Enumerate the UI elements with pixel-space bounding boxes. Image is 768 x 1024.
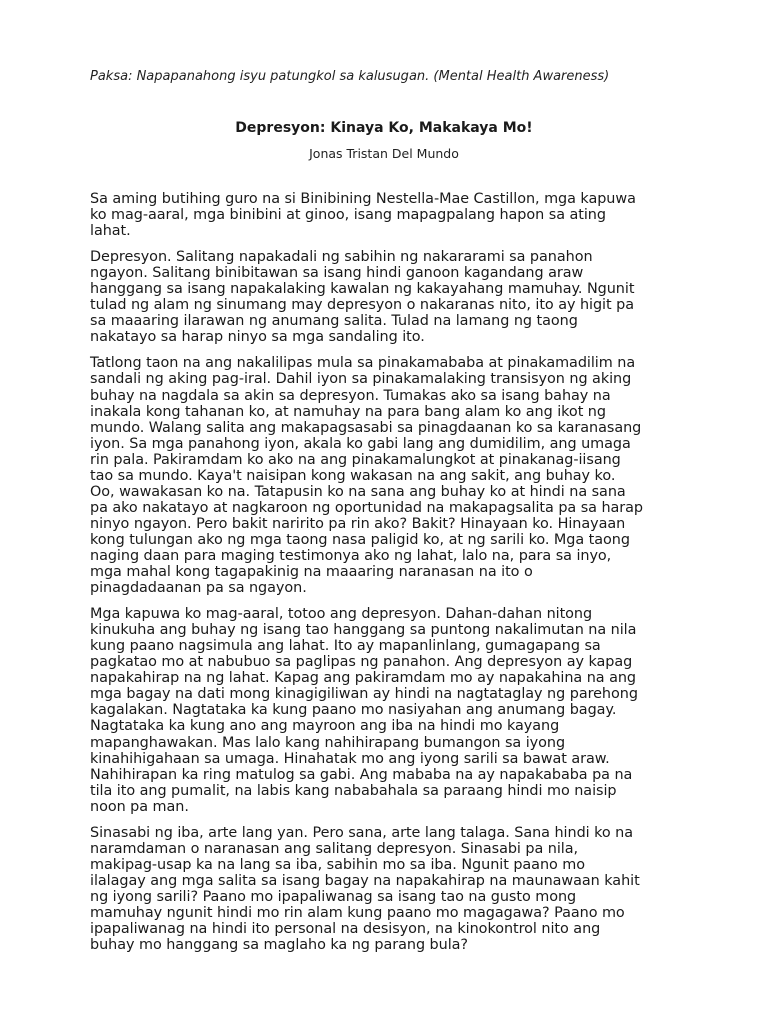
paragraph-line: kung paano nagsimula ang lahat. Ito ay mapanlinlang, gumagapang sa: [90, 638, 601, 655]
paragraph-line: mga bagay na dati mong kinagigiliwan ay hindi na nagtataglay ng parehong: [90, 686, 638, 703]
paragraph-line: pagkatao mo at nabubuo sa paglipas ng panahon. Ang depresyon ay kapag: [90, 654, 633, 671]
paragraph-line: ninyo ngayon. Pero bakit naririto pa rin ako? Bakit? Hinayaan ko. Hinayaan: [90, 515, 626, 532]
paragraph-line: buhay mo hanggang sa maglaho ka ng parang bula?: [90, 937, 469, 954]
document-body: [90, 191, 686, 963]
paragraph-line: Mga kapuwa ko mag-aaral, totoo ang depresyon. Dahan-dahan nitong: [90, 606, 593, 623]
paragraph-line: iyon. Sa mga panahong iyon, akala ko gabi lang ang dumidilim, ang umaga: [90, 435, 631, 452]
paragraph-line: Oo, wawakasan ko na. Tatapusin ko na sana ang buhay ko at hindi na sana: [90, 483, 626, 500]
paragraph-line: mapanghawakan. Mas lalo kang nahihirapang bumangon sa iyong: [90, 734, 566, 751]
body-paragraph: [90, 355, 686, 596]
paragraph-line: nakatayo sa harap ninyo sa mga sandaling ito.: [90, 329, 425, 346]
paragraph-line: tao sa mundo. Kaya't naisipan kong wakasan na ang sakit, ang buhay ko.: [90, 467, 616, 484]
subject-line: Paksa: Napapanahong isyu patungkol sa kalusugan. (Mental Health Awareness): [90, 69, 610, 84]
paragraph-line: mga mahal kong tagapakinig na maaaring naranasan na ito o: [90, 564, 533, 581]
paragraph-line: kong tulungan ako ng mga taong nasa paligid ko, at ng sarili ko. Mga taong: [90, 531, 630, 548]
paragraph-line: Sinasabi ng iba, arte lang yan. Pero sana, arte lang talaga. Sana hindi ko na: [90, 824, 634, 841]
paragraph-line: makipag-usap ka na lang sa iba, sabihin mo sa iba. Ngunit paano mo: [90, 856, 586, 873]
paragraph-line: Sa aming butihing guro na si Binibining Nestella-Mae Castillon, mga kapuwa: [90, 191, 636, 207]
paragraph-line: inakala kong tahanan ko, at namuhay na para bang alam ko ang ikot ng: [90, 403, 606, 420]
paragraph-line: mamuhay ngunit hindi mo rin alam kung paano mo magagawa? Paano mo: [90, 904, 625, 921]
paragraph-line: Tatlong taon na ang nakalilipas mula sa pinakamababa at pinakamadilim na: [90, 355, 636, 372]
paragraph-line: tila ito ang pumalit, na labis kang nababahala sa paraang hindi mo naisip: [90, 782, 617, 799]
document-author: Jonas Tristan Del Mundo: [309, 146, 459, 161]
paragraph-line: kagalakan. Nagtataka ka kung paano mo nasiyahan ang anumang bagay.: [90, 702, 617, 719]
paragraph-line: ko mag-aaral, mga binibini at ginoo, isang mapagpalang hapon sa ating: [90, 207, 606, 224]
paragraph-line: hanggang sa isang napakalaking kawalan ng kakayahang mamuhay. Ngunit: [90, 281, 635, 298]
paragraph-line: pa ako nakatayo at nagkaroon ng oportunidad na makapagsalita pa sa harap: [90, 499, 643, 516]
paragraph-line: sa maaaring ilarawan ng anumang salita. Tulad na lamang ng taong: [90, 313, 578, 330]
body-paragraph: [90, 606, 686, 815]
paragraph-line: pinagdadaanan pa sa ngayon.: [90, 580, 307, 597]
paragraph-line: sandali ng aking pag-iral. Dahil iyon sa pinakamalaking transisyon ng aking: [90, 371, 632, 388]
paragraph-line: noon pa man.: [90, 798, 189, 815]
paragraph-line: naging daan para maging testimonya ako ng lahat, lalo na, para sa inyo,: [90, 547, 612, 564]
body-paragraph: [90, 249, 686, 345]
paragraph-line: ilalagay ang mga salita sa isang bagay na napakahirap na maunawaan kahit: [90, 872, 640, 889]
paragraph-line: rin pala. Pakiramdam ko ako na ang pinakamalungkot at pinakanag-iisang: [90, 451, 621, 468]
paragraph-line: ng iyong sarili? Paano mo ipapaliwanag sa isang tao na gusto mong: [90, 888, 577, 905]
paragraph-line: ipapaliwanag na hindi ito personal na desisyon, na kinokontrol nito ang: [90, 921, 601, 938]
document-title: Depresyon: Kinaya Ko, Makakaya Mo!: [235, 120, 533, 136]
paragraph-line: Depresyon. Salitang napakadali ng sabihin ng nakararami sa panahon: [90, 249, 593, 266]
paragraph-line: tulad ng alam ng sinumang may depresyon o nakaranas nito, ito ay higit pa: [90, 297, 634, 314]
body-paragraph: [90, 191, 686, 239]
paragraph-line: Nahihirapan ka ring matulog sa gabi. Ang mababa na ay napakababa pa na: [90, 766, 633, 783]
paragraph-line: ngayon. Salitang binibitawan sa isang hindi ganoon kagandang araw: [90, 265, 584, 282]
paragraph-line: Nagtataka ka kung ano ang mayroon ang iba na hindi mo kayang: [90, 718, 560, 735]
paragraph-line: kinahihigahaan sa umaga. Hinahatak mo ang iyong sarili sa bawat araw.: [90, 750, 610, 767]
paragraph-line: kinukuha ang buhay ng isang tao hanggang sa puntong nakalimutan na nila: [90, 622, 637, 639]
paragraph-line: buhay na nagdala sa akin sa depresyon. Tumakas ako sa isang bahay na: [90, 387, 611, 404]
body-paragraph: [90, 825, 686, 953]
paragraph-line: mundo. Walang salita ang makapagsasabi sa pinagdaanan ko sa karanasang: [90, 419, 642, 436]
paragraph-line: napakahirap na ng lahat. Kapag ang pakiramdam mo ay napakahina na ang: [90, 670, 637, 687]
paragraph-line: naramdaman o naranasan ang salitang depresyon. Sinasabi pa nila,: [90, 840, 579, 857]
paragraph-line: lahat.: [90, 223, 131, 240]
